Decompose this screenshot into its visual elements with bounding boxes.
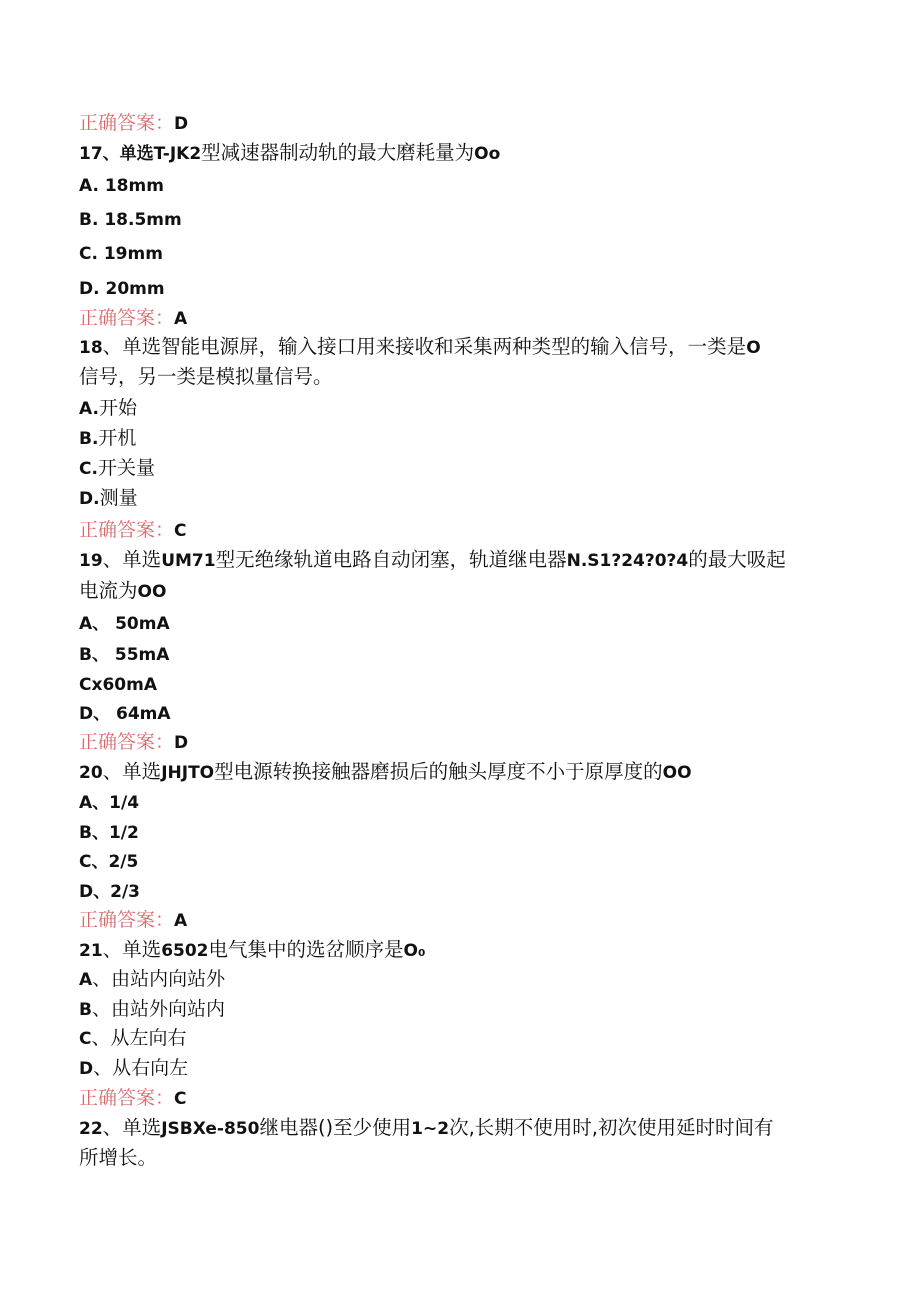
- answer-line: [79, 1086, 187, 1111]
- answer-label: 正确答案：: [79, 731, 175, 753]
- option-letter: A: [79, 970, 93, 990]
- option-c: Cx60mA: [79, 675, 157, 695]
- option-d: D、 64mA: [79, 704, 171, 724]
- question-code: T-JK2: [153, 144, 202, 164]
- question-tail: Oo: [474, 144, 501, 164]
- option-a: [79, 967, 225, 992]
- option-b: B、1/2: [79, 823, 139, 843]
- option-d: D. 20mm: [79, 279, 165, 299]
- question-text: 电气集中的选岔顺序是: [208, 938, 404, 961]
- answer-label: 正确答案：: [79, 519, 175, 541]
- answer-line: [79, 908, 187, 933]
- option-a: A、1/4: [79, 793, 140, 813]
- option-text: 、由站外向站内: [91, 998, 225, 1020]
- question-text: 、单选: [102, 548, 162, 571]
- option-a: A、 50mA: [79, 614, 170, 634]
- question-22-line2: 所增长。: [79, 1146, 158, 1169]
- question-number: 18: [79, 338, 103, 358]
- option-b: B. 18.5mm: [79, 210, 182, 230]
- option-d: [79, 486, 138, 511]
- option-text: 、由站内向站外: [92, 968, 226, 990]
- answer-label: 正确答案：: [79, 307, 175, 329]
- option-d: D、2/3: [79, 882, 140, 902]
- answer-label: 正确答案：: [79, 1087, 175, 1109]
- option-text: 开始: [98, 397, 137, 419]
- question-21: [79, 938, 425, 963]
- answer-value: A: [174, 309, 188, 329]
- question-18-line2: 信号，另一类是模拟量信号。: [79, 365, 333, 388]
- question-code: JSBXe-850: [161, 1119, 260, 1139]
- question-text: 、单选: [102, 760, 162, 783]
- question-text: 、单选智能电源屏，输入接口用来接收和采集两种类型的输入信号，一类是: [102, 335, 747, 358]
- question-tail: OO: [662, 763, 692, 783]
- option-d: [79, 1056, 188, 1081]
- question-text: 型电源转换接触器磨损后的触头厚度不小于原厚度的: [214, 760, 663, 783]
- option-b: [79, 426, 136, 451]
- question-tail: O₀: [403, 941, 426, 961]
- question-20: [79, 760, 692, 785]
- option-letter: B.: [79, 429, 99, 449]
- option-text: 、从左向右: [91, 1027, 187, 1049]
- option-a: [79, 396, 137, 421]
- option-b: B、 55mA: [79, 645, 170, 665]
- question-19-line2: [79, 579, 166, 604]
- answer-label: 正确答案：: [79, 909, 175, 931]
- question-code: 6502: [161, 941, 209, 961]
- question-19: [79, 548, 786, 573]
- answer-line: [79, 111, 188, 136]
- question-text: 次,长期不使用时,初次使用延时时间有: [449, 1116, 774, 1139]
- question-tail: OO: [137, 582, 167, 602]
- question-tail: O: [746, 338, 761, 358]
- answer-value: C: [174, 521, 187, 541]
- answer-line: [79, 306, 187, 331]
- question-number: 19: [79, 551, 103, 571]
- option-a: A. 18mm: [79, 176, 164, 196]
- answer-label: 正确答案：: [79, 112, 175, 134]
- question-text: 、单选: [102, 938, 162, 961]
- option-letter: C.: [79, 459, 98, 479]
- option-text: 、从右向左: [93, 1057, 189, 1079]
- question-17: [79, 141, 500, 166]
- answer-value: D: [174, 114, 189, 134]
- option-c: C. 19mm: [79, 244, 163, 264]
- option-text: 开关量: [97, 457, 155, 479]
- question-text: 型减速器制动轨的最大磨耗量为: [201, 141, 475, 164]
- question-number: 17、单选: [79, 144, 154, 164]
- option-letter: A.: [79, 399, 99, 419]
- answer-value: C: [174, 1089, 187, 1109]
- question-number: 20: [79, 763, 103, 783]
- question-text: 电流为: [79, 579, 138, 602]
- question-text: 型无绝缘轨道电路自动闭塞，轨道继电器: [215, 548, 567, 571]
- option-c: [79, 1026, 187, 1051]
- option-letter: D: [79, 1059, 94, 1079]
- question-code: N.S1?24?0?4: [566, 551, 689, 571]
- option-c: C、2/5: [79, 852, 139, 872]
- question-code: JHJTO: [161, 763, 215, 783]
- option-c: [79, 456, 155, 481]
- question-text: 继电器()至少使用: [259, 1116, 412, 1139]
- answer-value: D: [174, 733, 189, 753]
- option-text: 开机: [98, 427, 137, 449]
- question-text: 的最大吸起: [688, 548, 786, 571]
- option-letter: D.: [79, 489, 100, 509]
- answer-value: A: [174, 911, 188, 931]
- option-letter: C: [79, 1029, 92, 1049]
- question-text: 、单选: [102, 1116, 162, 1139]
- question-number: 21: [79, 941, 103, 961]
- question-18: [79, 335, 761, 360]
- option-letter: B: [79, 1000, 92, 1020]
- question-code: 1~2: [411, 1119, 450, 1139]
- answer-line: [79, 518, 187, 543]
- question-number: 22: [79, 1119, 103, 1139]
- option-b: [79, 997, 225, 1022]
- question-22: [79, 1116, 773, 1141]
- answer-line: [79, 730, 188, 755]
- question-code: UM71: [161, 551, 216, 571]
- option-text: 测量: [99, 487, 138, 509]
